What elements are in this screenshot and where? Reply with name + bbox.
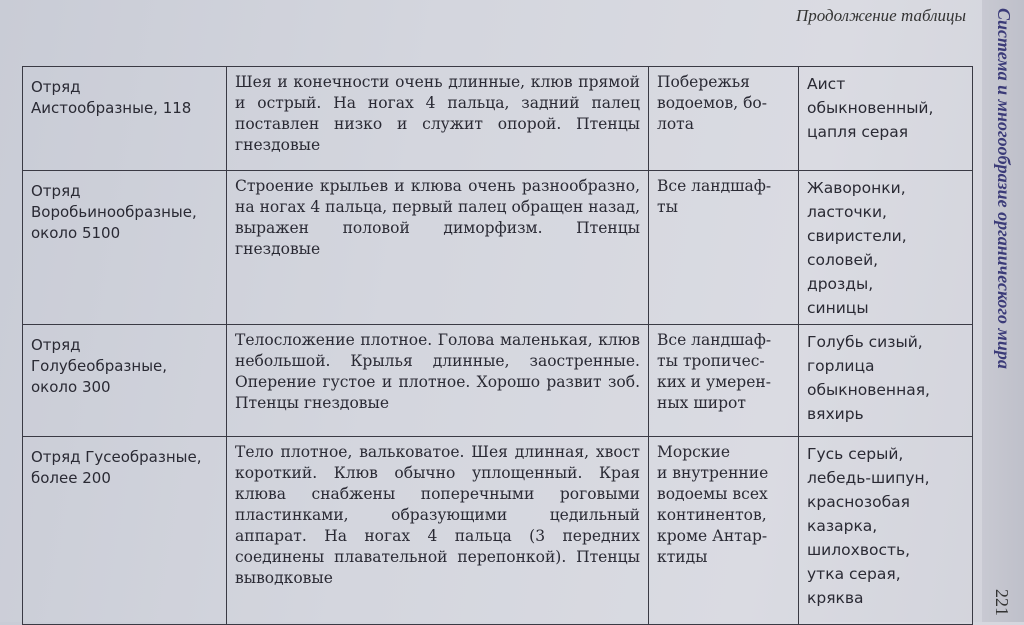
table-continuation-label: Продолжение таблицы	[795, 6, 966, 25]
order-cell: Отряд Воробьинообразные, около 5100	[23, 171, 227, 325]
page-number: 221	[992, 589, 1012, 616]
order-cell: Отряд Аистообразные, 118	[23, 67, 227, 171]
features-cell: Шея и конечности очень длинные, клюв прямой и острый. На ногах 4 пальца, задний палец поставлен низко и служит опорой. Птенцы гнездовые	[227, 67, 649, 171]
species-cell: Голубь сизый, горлица обыкновенная, вяхирь	[799, 325, 973, 437]
features-cell: Телосложение плотное. Голова маленькая, клюв небольшой. Крылья длинные, заостренные. Оперение густое и плотное. Хорошо развит зоб. Птенцы гнездовые	[227, 325, 649, 437]
species-cell: Аист обыкновенный, цапля серая	[799, 67, 973, 171]
species-cell: Жаворонки, ласточки, свиристели, соловей, дрозды, синицы	[799, 171, 973, 325]
features-cell: Тело плотное, вальковатое. Шея длинная, хвост короткий. Клюв обычно уплощенный. Края клюва снабжены поперечными роговыми пластинками, образующими цедильный аппарат. На ногах 4 пальца (3 передних соединены плавательной перепонкой). Птенцы выводковые	[227, 437, 649, 625]
table-row	[23, 67, 973, 171]
species-cell: Гусь серый, лебедь-шипун, краснозобая казарка, шилохвость, утка серая, кряква	[799, 437, 973, 625]
habitat-cell: Все ландшаф- ты	[649, 171, 799, 325]
features-cell: Строение крыльев и клюва очень разнообразно, на ногах 4 пальца, первый палец обращен назад, выражен половой диморфизм. Птенцы гнездовые	[227, 171, 649, 325]
habitat-cell: Морские и внутренние водоемы всех континентов, кроме Антар- ктиды	[649, 437, 799, 625]
chapter-title: Система и многообразие органического мира	[994, 8, 1014, 369]
bird-orders-table	[22, 66, 973, 625]
table-row	[23, 325, 973, 437]
side-margin	[982, 0, 1024, 622]
table-row	[23, 437, 973, 625]
habitat-cell: Побережья водоемов, бо- лота	[649, 67, 799, 171]
order-cell: Отряд Голубеобразные, около 300	[23, 325, 227, 437]
table-row	[23, 171, 973, 325]
habitat-cell: Все ландшаф- ты тропичес- ких и умерен- ных широт	[649, 325, 799, 437]
order-cell: Отряд Гусеобразные, более 200	[23, 437, 227, 625]
